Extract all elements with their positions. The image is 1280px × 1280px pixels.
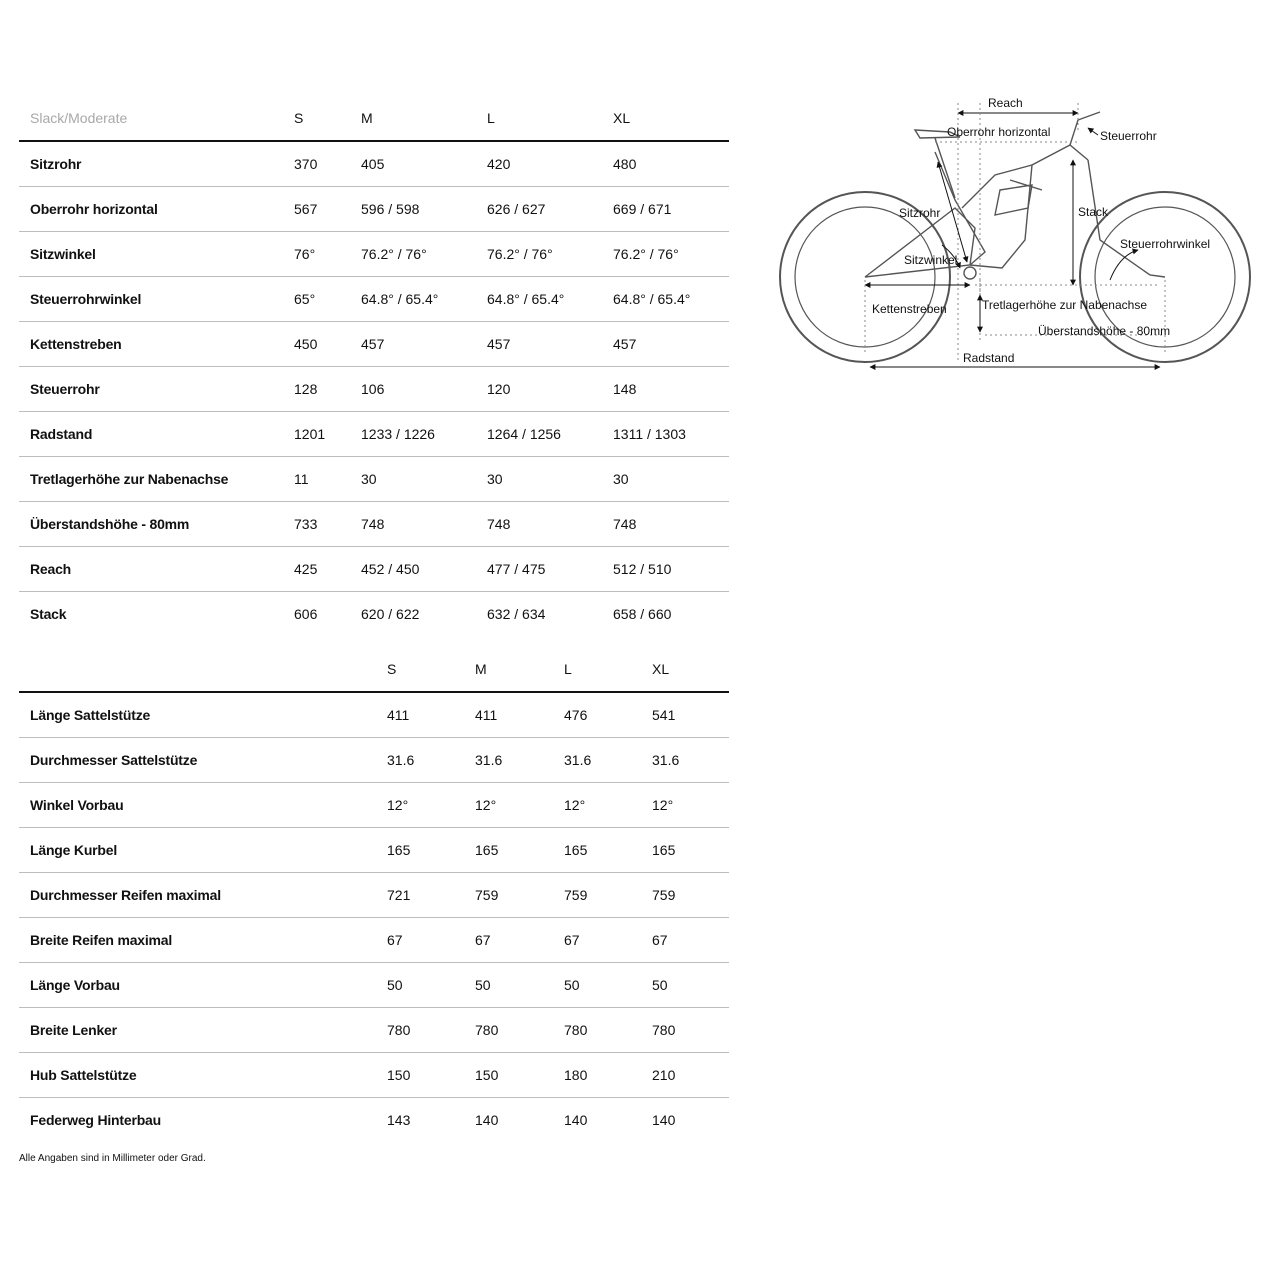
table-row (19, 412, 729, 457)
table-row (19, 367, 729, 412)
row-value: 606 (294, 606, 318, 622)
diagram-label-seat-tube: Sitzrohr (899, 206, 941, 220)
component-table (19, 647, 729, 1142)
geometry-table (19, 96, 729, 636)
row-value: 76.2° / 76° (361, 246, 427, 262)
row-value: 748 (613, 516, 637, 532)
row-label: Durchmesser Reifen maximal (30, 887, 221, 903)
diagram-label-reach: Reach (988, 96, 1023, 110)
row-value: 165 (475, 842, 499, 858)
row-label: Sitzrohr (30, 156, 82, 172)
size-header-l: L (564, 661, 572, 677)
row-value: 632 / 634 (487, 606, 546, 622)
table-row (19, 1053, 729, 1098)
row-value: 143 (387, 1112, 411, 1128)
table-row (19, 592, 729, 636)
row-value: 405 (361, 156, 385, 172)
row-value: 31.6 (652, 752, 680, 768)
table-row (19, 783, 729, 828)
row-value: 31.6 (564, 752, 592, 768)
diagram-label-chainstay: Kettenstreben (872, 302, 947, 316)
table-row (19, 547, 729, 592)
table-row (19, 322, 729, 367)
row-value: 759 (652, 887, 676, 903)
row-value: 140 (564, 1112, 588, 1128)
row-value: 76.2° / 76° (487, 246, 553, 262)
size-header-m: M (361, 110, 373, 126)
geometry-table-header (19, 96, 729, 142)
bike-geometry-diagram (770, 90, 1260, 390)
diagram-label-bb-drop: Tretlagerhöhe zur Nabenachse (982, 298, 1147, 312)
row-value: 30 (613, 471, 629, 487)
row-label: Steuerrohrwinkel (30, 291, 142, 307)
row-label: Kettenstreben (30, 336, 122, 352)
row-value: 1264 / 1256 (487, 426, 561, 442)
row-value: 370 (294, 156, 318, 172)
diagram-label-seat-angle: Sitzwinkel (904, 253, 958, 267)
table-row (19, 457, 729, 502)
row-value: 452 / 450 (361, 561, 420, 577)
row-value: 780 (387, 1022, 411, 1038)
row-value: 210 (652, 1067, 676, 1083)
row-value: 67 (564, 932, 580, 948)
row-value: 1311 / 1303 (613, 426, 686, 442)
row-value: 76.2° / 76° (613, 246, 679, 262)
table-row (19, 873, 729, 918)
row-label: Breite Reifen maximal (30, 932, 173, 948)
row-value: 733 (294, 516, 318, 532)
row-value: 120 (487, 381, 511, 397)
diagram-label-head-tube: Steuerrohr (1100, 129, 1157, 143)
row-label: Durchmesser Sattelstütze (30, 752, 198, 768)
row-value: 626 / 627 (487, 201, 546, 217)
row-value: 620 / 622 (361, 606, 420, 622)
row-value: 721 (387, 887, 411, 903)
geometry-table-caption: Slack/Moderate (30, 110, 128, 126)
row-value: 140 (652, 1112, 676, 1128)
row-label: Stack (30, 606, 67, 622)
row-value: 411 (475, 707, 498, 723)
size-header-l: L (487, 110, 495, 126)
row-value: 748 (487, 516, 511, 532)
row-value: 128 (294, 381, 318, 397)
size-header-s: S (387, 661, 397, 677)
row-label: Länge Kurbel (30, 842, 118, 858)
row-label: Länge Vorbau (30, 977, 120, 993)
row-value: 477 / 475 (487, 561, 546, 577)
row-value: 12° (564, 797, 586, 813)
row-value: 512 / 510 (613, 561, 672, 577)
diagram-label-head-angle: Steuerrohrwinkel (1120, 237, 1211, 251)
row-value: 541 (652, 707, 676, 723)
row-value: 12° (387, 797, 409, 813)
row-value: 457 (361, 336, 385, 352)
row-value: 457 (613, 336, 637, 352)
row-label: Oberrohr horizontal (30, 201, 158, 217)
row-value: 780 (475, 1022, 499, 1038)
row-value: 67 (652, 932, 668, 948)
row-label: Reach (30, 561, 72, 577)
row-value: 759 (564, 887, 588, 903)
row-value: 50 (652, 977, 668, 993)
row-value: 30 (487, 471, 503, 487)
row-value: 748 (361, 516, 385, 532)
size-header-s: S (294, 110, 304, 126)
row-value: 780 (652, 1022, 676, 1038)
row-value: 567 (294, 201, 318, 217)
row-value: 50 (387, 977, 403, 993)
row-value: 669 / 671 (613, 201, 672, 217)
row-value: 1233 / 1226 (361, 426, 435, 442)
row-value: 64.8° / 65.4° (613, 291, 691, 307)
row-value: 420 (487, 156, 511, 172)
row-value: 165 (652, 842, 676, 858)
row-value: 106 (361, 381, 385, 397)
diagram-label-top-tube: Oberrohr horizontal (947, 125, 1051, 139)
row-label: Überstandshöhe - 80mm (30, 516, 190, 532)
table-row (19, 502, 729, 547)
table-row (19, 693, 729, 738)
row-value: 476 (564, 707, 588, 723)
diagram-label-wheelbase: Radstand (963, 351, 1015, 365)
row-value: 140 (475, 1112, 499, 1128)
row-value: 12° (475, 797, 497, 813)
row-value: 148 (613, 381, 637, 397)
row-value: 165 (387, 842, 411, 858)
row-value: 31.6 (387, 752, 415, 768)
row-value: 67 (475, 932, 491, 948)
row-label: Hub Sattelstütze (30, 1067, 137, 1083)
row-value: 480 (613, 156, 637, 172)
row-value: 1201 (294, 426, 326, 442)
table-row (19, 277, 729, 322)
row-value: 596 / 598 (361, 201, 420, 217)
table-row (19, 918, 729, 963)
row-value: 50 (475, 977, 491, 993)
diagram-label-stack: Stack (1078, 205, 1109, 219)
row-value: 180 (564, 1067, 588, 1083)
table-row (19, 232, 729, 277)
row-value: 150 (387, 1067, 411, 1083)
row-label: Länge Sattelstütze (30, 707, 151, 723)
row-value: 64.8° / 65.4° (487, 291, 565, 307)
table-row (19, 1098, 729, 1142)
row-value: 65° (294, 291, 316, 307)
row-value: 450 (294, 336, 318, 352)
table-row (19, 187, 729, 232)
row-label: Breite Lenker (30, 1022, 117, 1038)
row-label: Winkel Vorbau (30, 797, 124, 813)
size-header-xl: XL (652, 661, 670, 677)
table-row (19, 142, 729, 187)
row-label: Federweg Hinterbau (30, 1112, 161, 1128)
row-value: 165 (564, 842, 588, 858)
row-value: 12° (652, 797, 674, 813)
row-label: Tretlagerhöhe zur Nabenachse (30, 471, 229, 487)
table-row (19, 963, 729, 1008)
row-value: 64.8° / 65.4° (361, 291, 439, 307)
diagram-label-standover: Überstandshöhe - 80mm (1038, 324, 1171, 338)
row-value: 31.6 (475, 752, 503, 768)
size-header-m: M (475, 661, 487, 677)
row-value: 411 (387, 707, 410, 723)
row-value: 76° (294, 246, 316, 262)
row-value: 457 (487, 336, 511, 352)
row-value: 759 (475, 887, 499, 903)
row-label: Steuerrohr (30, 381, 100, 397)
table-row (19, 1008, 729, 1053)
size-header-xl: XL (613, 110, 631, 126)
footnote: Alle Angaben sind in Millimeter oder Grad. (19, 1153, 206, 1164)
row-value: 425 (294, 561, 318, 577)
row-value: 780 (564, 1022, 588, 1038)
row-label: Sitzwinkel (30, 246, 96, 262)
row-value: 67 (387, 932, 403, 948)
table-row (19, 828, 729, 873)
row-value: 30 (361, 471, 377, 487)
row-value: 50 (564, 977, 580, 993)
row-label: Radstand (30, 426, 93, 442)
component-table-header (19, 647, 729, 693)
table-row (19, 738, 729, 783)
row-value: 11 (294, 471, 309, 487)
row-value: 658 / 660 (613, 606, 672, 622)
row-value: 150 (475, 1067, 499, 1083)
